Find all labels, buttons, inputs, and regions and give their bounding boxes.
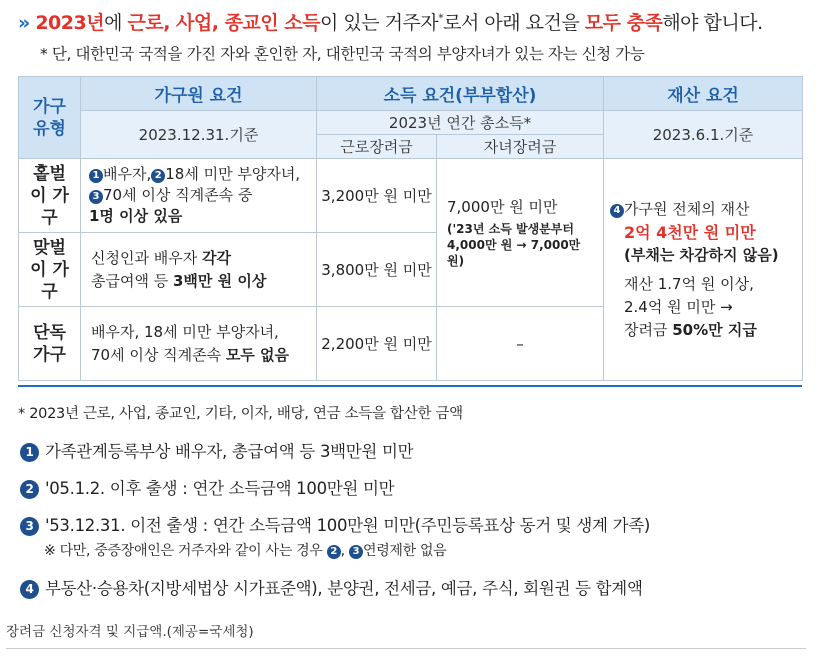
row-single-person-earned: 2,200만 원 미만 bbox=[317, 307, 437, 381]
single-person-members-c: 모두 없음 bbox=[225, 345, 290, 364]
footnote-3-sub bbox=[44, 540, 446, 560]
headline-text-3: 로서 아래 요건을 bbox=[443, 12, 585, 34]
footnote-2 bbox=[20, 475, 394, 499]
child-incentive-income-limit bbox=[437, 159, 604, 307]
single-members-b: 18세 미만 부양자녀, bbox=[165, 165, 301, 183]
single-members-a: 배우자, bbox=[103, 165, 152, 183]
headline-text-4: 해야 합니다. bbox=[662, 12, 763, 34]
asset-half-pay bbox=[610, 319, 802, 342]
circle-1-icon: 1 bbox=[89, 169, 103, 183]
asset-debt-note: (부채는 차감하지 않음) bbox=[624, 245, 779, 264]
row-single-person-members bbox=[81, 307, 317, 381]
headline-all-met: 모두 충족 bbox=[584, 12, 663, 34]
single-income-type-label: 홑벌이 가구 bbox=[30, 163, 69, 228]
header-income-sub bbox=[317, 111, 604, 135]
header-income-sub-label: 2023년 연간 총소득* bbox=[388, 114, 532, 132]
footnote-3-sub-sep: , bbox=[340, 543, 349, 559]
table-bottom-rule bbox=[18, 385, 802, 387]
single-person-members-b: 70세 이상 직계존속 bbox=[91, 345, 226, 364]
footnote-3 bbox=[20, 512, 650, 536]
income-footnote: * 2023년 근로, 사업, 종교인, 기타, 이자, 배당, 연금 소득을 합산한 금액 bbox=[18, 406, 463, 422]
header-earned-incentive: 근로장려금 bbox=[317, 135, 437, 159]
circle-2-icon: 2 bbox=[151, 169, 165, 183]
header-member-req: 가구원 요건 bbox=[81, 77, 317, 111]
single-members-d: 1명 이상 있음 bbox=[89, 207, 183, 225]
headline-note: * 단, 대한민국 국적을 가진 자와 혼인한 자, 대한민국 국적의 부양자녀가 있는 자는 신청 가능 bbox=[40, 45, 645, 63]
asset-text-f: 장려금 bbox=[624, 320, 673, 339]
footnote-1 bbox=[20, 438, 413, 462]
header-household-type bbox=[19, 77, 81, 159]
header-child-incentive: 자녀장려금 bbox=[437, 135, 604, 159]
image-caption: 장려금 신청자격 및 지급액.(제공=국세청) bbox=[6, 624, 254, 640]
circle-1-icon: 1 bbox=[20, 443, 39, 462]
row-dual-income-earned: 3,800만 원 미만 bbox=[317, 233, 437, 307]
header-asset-date: 2023.6.1.기준 bbox=[604, 111, 803, 159]
circle-4-icon: 4 bbox=[20, 580, 39, 599]
asset-limit: 2억 4천만 원 미만 bbox=[624, 222, 756, 242]
footnote-1-text: 가족관계등록부상 배우자, 총급여액 등 3백만원 미만 bbox=[45, 442, 414, 461]
row-single-person-child: – bbox=[437, 307, 604, 381]
header-household-type-label: 가구 유형 bbox=[33, 96, 66, 139]
footnote-2-text: '05.1.2. 이후 출생 : 연간 소득금액 100만원 미만 bbox=[45, 479, 395, 498]
footnote-3-text: '53.12.31. 이전 출생 : 연간 소득금액 100만원 미만(주민등록표상 동거 및 생계 가족) bbox=[45, 516, 651, 535]
circle-2-icon: 2 bbox=[20, 480, 39, 499]
row-dual-income-members bbox=[81, 233, 317, 307]
header-asset-req: 재산 요건 bbox=[604, 77, 803, 111]
footnote-3-sub-b: 연령제한 없음 bbox=[362, 543, 447, 559]
row-single-income-earned: 3,200만 원 미만 bbox=[317, 159, 437, 233]
asset-requirement bbox=[604, 159, 803, 381]
headline-text-2: 이 있는 거주자 bbox=[319, 12, 439, 34]
footnote-3-sub-a: ※ 다만, 중증장애인은 거주자와 같이 사는 경우 bbox=[44, 543, 327, 559]
row-single-person-type bbox=[19, 307, 81, 381]
asset-text-e: 2.4억 원 미만 → bbox=[624, 297, 733, 316]
headline-star: * bbox=[438, 11, 444, 25]
dual-members-c: 총급여액 등 bbox=[91, 271, 173, 290]
headline bbox=[18, 8, 763, 35]
single-person-members-a: 배우자, 18세 미만 부양자녀, bbox=[91, 322, 279, 341]
circle-3-icon: 3 bbox=[349, 545, 363, 559]
headline-text-1: 에 bbox=[104, 12, 128, 34]
requirements-table bbox=[18, 76, 803, 381]
dual-members-d: 3백만 원 이상 bbox=[173, 271, 267, 290]
header-member-date: 2023.12.31.기준 bbox=[81, 111, 317, 159]
single-person-type-label: 단독 가구 bbox=[33, 322, 66, 365]
asset-text-a: 가구원 전체의 재산 bbox=[624, 199, 750, 218]
circle-4-icon: 4 bbox=[610, 204, 624, 218]
row-single-income-members bbox=[81, 159, 317, 233]
headline-year: 2023년 bbox=[35, 12, 105, 34]
child-limit-note: ('23년 소득 발생분부터 4,000만 원 → 7,000만 원) bbox=[447, 222, 581, 268]
circle-3-icon: 3 bbox=[89, 190, 103, 204]
dual-income-type-label: 맞벌이 가구 bbox=[30, 237, 69, 302]
circle-3-icon: 3 bbox=[20, 517, 39, 536]
circle-2-icon: 2 bbox=[327, 545, 341, 559]
row-single-income-type bbox=[19, 159, 81, 233]
footnote-4-text: 부동산·승용차(지방세법상 시가표준액), 분양권, 전세금, 예금, 주식, 회원권 등 합계액 bbox=[45, 579, 643, 598]
child-limit-main: 7,000만 원 미만 bbox=[447, 198, 558, 216]
footnote-4 bbox=[20, 575, 643, 599]
dual-members-b: 각각 bbox=[201, 248, 231, 267]
asset-half-label: 50%만 지급 bbox=[672, 320, 757, 339]
dual-members-a: 신청인과 배우자 bbox=[91, 248, 202, 267]
caption-divider bbox=[6, 648, 806, 649]
row-dual-income-type bbox=[19, 233, 81, 307]
double-chevron-right-icon: » bbox=[18, 12, 30, 34]
asset-text-d: 재산 1.7억 원 이상, bbox=[624, 274, 754, 293]
header-income-req: 소득 요건(부부합산) bbox=[317, 77, 604, 111]
headline-income-types: 근로, 사업, 종교인 소득 bbox=[127, 12, 320, 34]
single-members-c: 70세 이상 직계존속 중 bbox=[103, 186, 253, 204]
